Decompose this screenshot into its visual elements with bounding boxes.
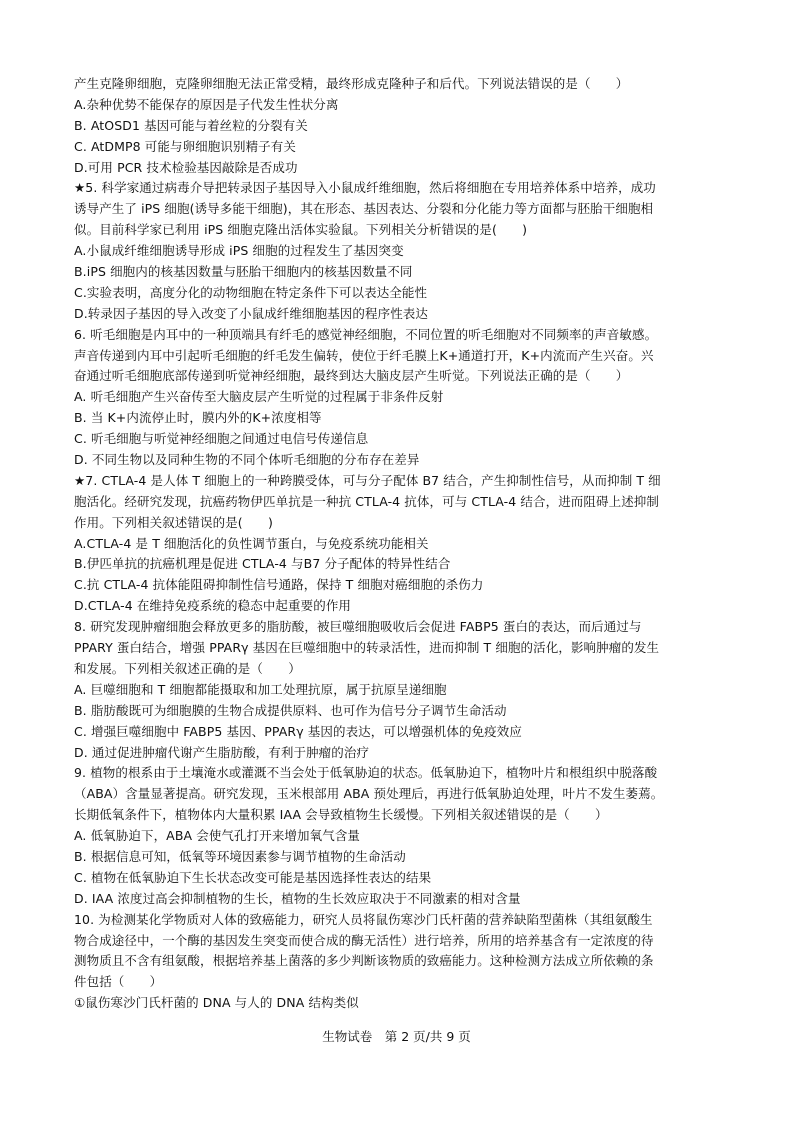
text-line: C. 增强巨噬细胞中 FABP5 基因、PPARγ 基因的表达，可以增强机体的免疫效应 [74,723,522,739]
text-line: 诱导产生了 iPS 细胞(诱导多能干细胞)，其在形态、基因表达、分裂和分化能力等方面都与胚胎干细胞相 [74,201,654,217]
text-line: D.CTLA-4 在维持免疫系统的稳态中起重要的作用 [74,598,352,614]
text-line: 件包括（ ） [74,974,163,990]
text-line: 物合成途径中，一个酶的基因发生突变而使合成的酶无活性）进行培养，所用的培养基含有一定浓度的待 [74,932,654,948]
text-line: 9. 植物的根系由于土壤淹水或灌溉不当会处于低氧胁迫的状态。低氧胁迫下，植物叶片和根组织中脱落酸 [74,765,658,781]
text-line: D.转录因子基因的导入改变了小鼠成纤维细胞基因的程序性表达 [74,305,428,321]
text-line: 胞活化。经研究发现，抗癌药物伊匹单抗是一种抗 CTLA-4 抗体，可与 CTLA-4 结合，进而阻碍上述抑制 [74,493,660,509]
text-line: B. 根据信息可知，低氧等环境因素参与调节植物的生命活动 [74,848,406,864]
text-line: 作用。下列相关叙述错误的是( ) [74,514,273,530]
text-line: A. 低氧胁迫下，ABA 会使气孔打开来增加氧气含量 [74,828,361,844]
text-line: 似。目前科学家已利用 iPS 细胞克隆出活体实验鼠。下列相关分析错误的是( ) [74,222,528,238]
text-line: 产生克隆卵细胞，克隆卵细胞无法正常受精，最终形成克隆种子和后代。下列说法错误的是（ ） [74,76,629,91]
exam-page [74,74,719,1014]
text-line: 声音传递到内耳中引起听毛细胞的纤毛发生偏转，使位于纤毛膜上K+通道打开，K+内流而产生兴奋。兴 [74,347,654,363]
text-line: C.抗 CTLA-4 抗体能阻碍抑制性信号通路，保持 T 细胞对癌细胞的杀伤力 [74,577,484,593]
text-line: 奋通过听毛细胞底部传递到听觉神经细胞，最终到达大脑皮层产生听觉。下列说法正确的是（ ） [74,368,629,384]
text-line: 长期低氧条件下，植物体内大量积累 IAA 会导致植物生长缓慢。下列相关叙述错误的是（ ） [74,807,608,823]
text-line: D.可用 PCR 技术检验基因敲除是否成功 [74,159,298,175]
text-line: A. 巨噬细胞和 T 细胞都能摄取和加工处理抗原，属于抗原呈递细胞 [74,681,447,697]
text-line: 6. 听毛细胞是内耳中的一种顶端具有纤毛的感觉神经细胞，不同位置的听毛细胞对不同频率的声音敏感。 [74,326,658,342]
text-line: A.小鼠成纤维细胞诱导形成 iPS 细胞的过程发生了基因突变 [74,243,404,259]
text-line: D. 通过促进肿瘤代谢产生脂肪酸，有利于肿瘤的治疗 [74,744,370,760]
text-line: 和发展。下列相关叙述正确的是（ ） [74,660,301,676]
text-line: A.杂种优势不能保存的原因是子代发生性状分离 [74,96,339,112]
text-line: B. 当 K+内流停止时，膜内外的K+浓度相等 [74,410,322,426]
page-footer: 生物试卷 第 2 页/共 9 页 [322,1029,471,1044]
text-line: 测物质且不含有组氨酸，根据培养基上菌落的多少判断该物质的致癌能力。这种检测方法成立所依赖的条 [74,953,654,969]
text-line: B.伊匹单抗的抗癌机理是促进 CTLA-4 与B7 分子配体的特异性结合 [74,556,451,572]
text-line: ①鼠伤寒沙门氏杆菌的 DNA 与人的 DNA 结构类似 [74,995,359,1011]
text-line: D. 不同生物以及同种生物的不同个体听毛细胞的分布存在差异 [74,452,420,468]
text-line: C.实验表明，高度分化的动物细胞在特定条件下可以表达全能性 [74,284,428,300]
text-line: C. 植物在低氧胁迫下生长状态改变可能是基因选择性表达的结果 [74,869,432,885]
text-line: 10. 为检测某化学物质对人体的致癌能力，研究人员将鼠伤寒沙门氏杆菌的营养缺陷型菌株（其组氨酸生 [74,911,653,927]
text-line: ★5. 科学家通过病毒介导把转录因子基因导入小鼠成纤维细胞，然后将细胞在专用培养体系中培养，成功 [74,180,656,196]
text-line: A. 听毛细胞产生兴奋传至大脑皮层产生听觉的过程属于非条件反射 [74,389,444,405]
text-line: B. AtOSD1 基因可能与着丝粒的分裂有关 [74,117,308,133]
text-line: A.CTLA-4 是 T 细胞活化的负性调节蛋白，与免疫系统功能相关 [74,535,429,551]
text-line: PPARY 蛋白结合，增强 PPARγ 基因在巨噬细胞中的转录活性，进而抑制 T 细胞的活化，影响肿瘤的发生 [74,640,660,656]
text-line: C. 听毛细胞与听觉神经细胞之间通过电信号传递信息 [74,431,369,447]
text-line: D. IAA 浓度过高会抑制植物的生长，植物的生长效应取决于不同激素的相对含量 [74,890,521,906]
text-line: B. 脂肪酸既可为细胞膜的生物合成提供原料、也可作为信号分子调节生命活动 [74,702,507,718]
text-line: （ABA）含量显著提高。研究发现，玉米根部用 ABA 预处理后，再进行低氧胁迫处理，叶片不发生萎蔫。 [74,786,664,802]
text-line: 8. 研究发现肿瘤细胞会释放更多的脂肪酸，被巨噬细胞吸收后会促进 FABP5 蛋白的表达，而后通过与 [74,619,642,635]
text-line: B.iPS 细胞内的核基因数量与胚胎干细胞内的核基因数量不同 [74,264,413,280]
text-line: C. AtDMP8 可能与卵细胞识别精子有关 [74,138,296,154]
text-line: ★7. CTLA-4 是人体 T 细胞上的一种跨膜受体，可与分子配体 B7 结合，产生抑制性信号，从而抑制 T 细 [74,472,661,488]
